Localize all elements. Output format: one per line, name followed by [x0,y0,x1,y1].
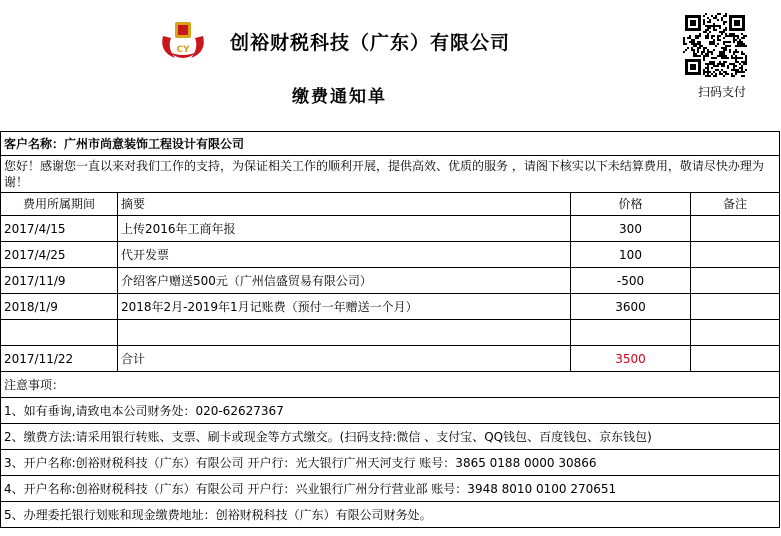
row-remark [691,294,780,320]
note-row [1,424,780,450]
note-item: 5、办理委托银行划账和现金缴费地址：创裕财税科技（广东）有限公司财务处。 [1,502,780,528]
note-item: 4、开户名称:创裕财税科技（广东）有限公司 开户行：兴业银行广州分行营业部 账号：3948 8010 0100 270651 [1,476,780,502]
table-row [1,216,780,242]
invoice-header [0,0,781,130]
row-period: 2018/1/9 [1,294,118,320]
row-remark [691,216,780,242]
table-row [1,242,780,268]
header-remark: 备注 [691,193,780,216]
row-period: 2017/4/15 [1,216,118,242]
row-summary: 介绍客户赠送500元（广州信盛贸易有限公司） [118,268,571,294]
note-item: 3、开户名称:创裕财税科技（广东）有限公司 开户行：光大银行广州天河支行 账号：3865 0188 0000 30866 [1,450,780,476]
row-summary: 上传2016年工商年报 [118,216,571,242]
row-period: 2017/4/25 [1,242,118,268]
header-period: 费用所属期间 [1,193,118,216]
table-row [1,294,780,320]
header-price: 价格 [571,193,691,216]
company-logo-icon [157,18,209,62]
note-row [1,502,780,528]
qr-code-icon[interactable] [683,13,747,77]
total-period: 2017/11/22 [1,346,118,372]
row-remark [691,268,780,294]
logo-text: CY [176,45,190,55]
header-summary: 摘要 [118,193,571,216]
note-row [1,398,780,424]
total-price: 3500 [571,346,691,372]
total-label: 合计 [118,346,571,372]
note-row [1,476,780,502]
note-item: 2、缴费方法:请采用银行转账、支票、刷卡或现金等方式缴交。(扫码支持:微信 、支付宝、QQ钱包、百度钱包、京东钱包) [1,424,780,450]
note-row [1,450,780,476]
table-row [1,268,780,294]
row-summary: 代开发票 [118,242,571,268]
row-price: 300 [571,216,691,242]
qr-caption: 扫码支付 [698,85,747,99]
row-price: -500 [571,268,691,294]
document-title: 缴费通知单 [292,87,387,107]
row-price: 3600 [571,294,691,320]
greeting-text: 您好！感谢您一直以来对我们工作的支持，为保证相关工作的顺利开展，提供高效、优质的服务 ，请阁下核实以下未结算费用，敬请尽快办理为谢！ [1,156,780,193]
notes-title-row [1,372,780,398]
empty-row [1,320,780,346]
table-header-row [1,193,780,216]
customer-name: 客户名称：广州市尚意装饰工程设计有限公司 [1,132,780,156]
total-row [1,346,780,372]
payment-notice-table [0,131,780,528]
row-remark [691,242,780,268]
greeting-row [1,156,780,193]
row-price: 100 [571,242,691,268]
note-item: 1、如有垂询,请致电本公司财务处：020-62627367 [1,398,780,424]
customer-row [1,132,780,156]
notes-title: 注意事项： [1,372,780,398]
row-summary: 2018年2月-2019年1月记账费（预付一年赠送一个月） [118,294,571,320]
company-name: 创裕财税科技（广东）有限公司 [230,32,511,54]
row-period: 2017/11/9 [1,268,118,294]
